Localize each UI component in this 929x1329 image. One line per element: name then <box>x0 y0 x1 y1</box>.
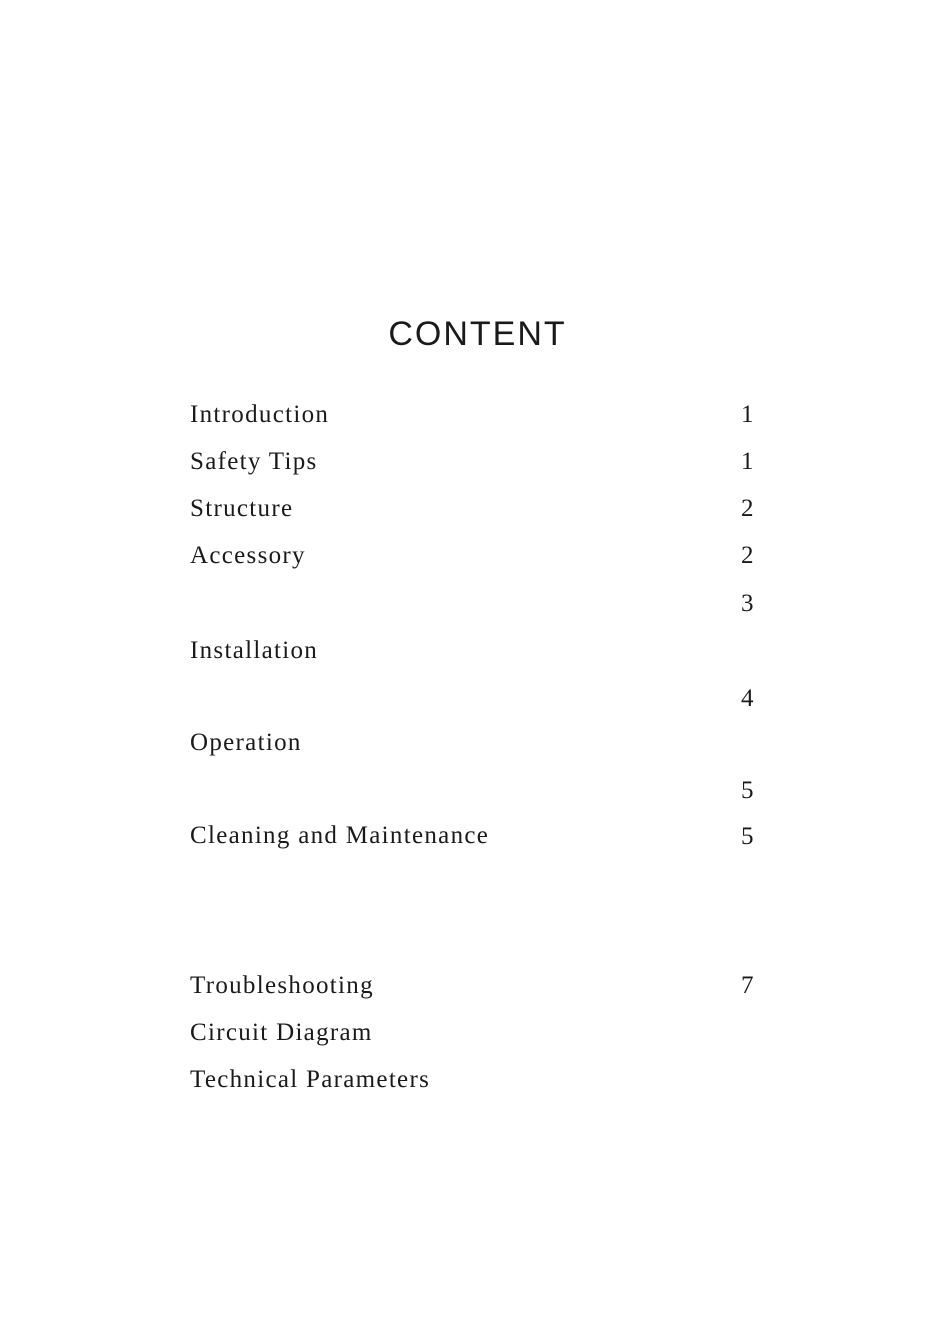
toc-entry-structure: Structure <box>190 495 294 522</box>
toc-entry-cleaning-and-maintenance: Cleaning and Maintenance <box>190 822 490 849</box>
toc-entry-technical-parameters: Technical Parameters <box>190 1066 431 1093</box>
toc-page-number: 5 <box>741 777 754 804</box>
toc-page-number: 1 <box>741 448 754 475</box>
page-title: CONTENT <box>388 315 567 353</box>
toc-entry-introduction: Introduction <box>190 401 330 428</box>
toc-page-number: 2 <box>741 495 754 522</box>
toc-entry-accessory: Accessory <box>190 542 306 569</box>
toc-page-number: 1 <box>741 401 754 428</box>
toc-entry-installation: Installation <box>190 637 319 664</box>
toc-entry-safety-tips: Safety Tips <box>190 448 318 475</box>
toc-page-number: 3 <box>741 590 754 617</box>
toc-page-number: 5 <box>741 823 754 850</box>
toc-page-number: 4 <box>741 685 754 712</box>
toc-page-number: 7 <box>741 972 754 999</box>
toc-entry-circuit-diagram: Circuit Diagram <box>190 1019 373 1046</box>
toc-page-number: 2 <box>741 542 754 569</box>
toc-entry-operation: Operation <box>190 729 302 756</box>
toc-entry-troubleshooting: Troubleshooting <box>190 972 374 999</box>
